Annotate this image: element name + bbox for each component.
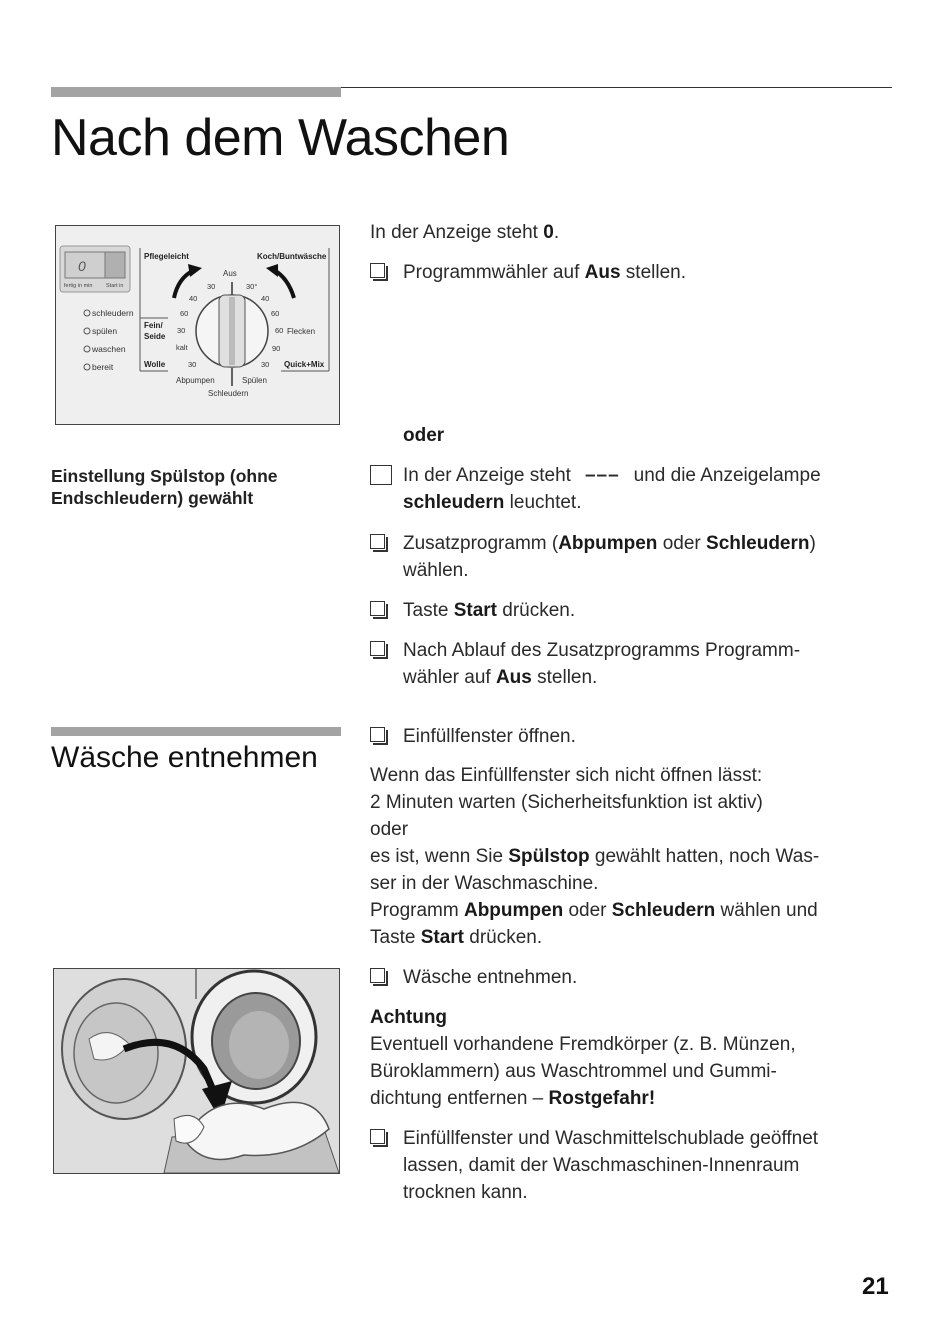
svg-text:fertig in min: fertig in min (64, 283, 93, 289)
svg-text:Schleudern: Schleudern (208, 389, 249, 398)
svg-text:Start in: Start in (106, 283, 124, 289)
svg-text:Pflegeleicht: Pflegeleicht (144, 252, 189, 261)
svg-text:Wolle: Wolle (144, 360, 166, 369)
step-additional-program: Zusatzprogramm (Abpumpen oder Schleudern) wählen. (370, 530, 890, 584)
step-open-door: Einfüllfenster öffnen. (370, 723, 890, 750)
svg-text:60: 60 (180, 309, 189, 318)
svg-text:Quick+Mix: Quick+Mix (284, 360, 325, 369)
laundry-figure (53, 968, 340, 1174)
oder-label: oder (403, 425, 445, 446)
step-leave-open: Einfüllfenster und Waschmittelschublade geöffnet lassen, damit der Waschmaschinen-Innenraum trocknen kann. (370, 1125, 890, 1206)
svg-text:60: 60 (275, 326, 284, 335)
svg-text:Flecken: Flecken (287, 327, 316, 336)
step-after-program: Nach Ablauf des Zusatzprogramms Programm- wähler auf Aus stellen. (370, 637, 890, 691)
checkbox-icon (370, 263, 385, 278)
svg-text:30: 30 (207, 282, 216, 291)
warning-heading: Achtung (370, 1007, 448, 1028)
svg-text:30: 30 (177, 326, 186, 335)
svg-text:Spülen: Spülen (242, 376, 267, 385)
step-select-off: Programmwähler auf Aus stellen. (370, 259, 890, 286)
svg-text:Abpumpen: Abpumpen (176, 376, 215, 385)
svg-text:bereit: bereit (92, 362, 114, 372)
page-title: Nach dem Waschen (51, 109, 510, 167)
svg-text:schleudern: schleudern (92, 308, 134, 318)
svg-text:kalt: kalt (176, 343, 188, 352)
checkbox-icon (370, 1129, 385, 1144)
side-note: Einstellung Spülstop (ohne Endschleudern) gewählt (51, 466, 278, 508)
svg-text:spülen: spülen (92, 326, 118, 336)
control-panel-illustration (56, 226, 339, 424)
header-rule (340, 87, 892, 88)
svg-text:waschen: waschen (92, 344, 126, 354)
display-shows-zero: In der Anzeige steht 0. (370, 222, 560, 243)
svg-text:Seide: Seide (144, 332, 166, 341)
checkbox-icon (370, 968, 385, 983)
warning-note: Achtung Eventuell vorhandene Fremdkörper (z. B. Münzen, Büroklammern) aus Waschtrommel und Gummi- dichtung entfernen – Rostgefahr! (370, 1007, 796, 1109)
svg-text:Fein/: Fein/ (144, 321, 163, 330)
step-display-dashes: In der Anzeige steht ––– und die Anzeigelampe schleudern leuchtet. (370, 462, 890, 516)
svg-text:Aus: Aus (223, 269, 237, 278)
step-press-start: Taste Start drücken. (370, 597, 890, 624)
display-digit: 0 (78, 258, 86, 274)
svg-text:30: 30 (188, 360, 197, 369)
svg-text:40: 40 (189, 294, 198, 303)
step-remove-laundry: Wäsche entnehmen. (370, 964, 890, 991)
laundry-illustration (54, 969, 339, 1173)
checkbox-icon (370, 641, 385, 656)
checkbox-icon (370, 534, 385, 549)
empty-box-icon (370, 465, 392, 485)
checkbox-icon (370, 727, 385, 742)
svg-text:90: 90 (272, 344, 281, 353)
svg-text:60: 60 (271, 309, 280, 318)
svg-text:30°: 30° (246, 282, 258, 291)
page-number: 21 (862, 1273, 889, 1300)
section-rule (51, 727, 341, 736)
control-panel-figure (55, 225, 340, 425)
svg-text:Koch/Buntwäsche: Koch/Buntwäsche (257, 252, 327, 261)
section-title: Wäsche entnehmen (51, 741, 318, 774)
checkbox-icon (370, 601, 385, 616)
door-info: Wenn das Einfüllfenster sich nicht öffnen lässt: 2 Minuten warten (Sicherheitsfunktion ist aktiv) oder es ist, wenn Sie Spülstop gewählt hatten, noch Was- ser in der Waschmaschine. Programm Abpumpen oder Schleudern wählen und Taste Start drücken. (370, 765, 820, 948)
svg-text:40: 40 (261, 294, 270, 303)
svg-text:30: 30 (261, 360, 270, 369)
header-rule-accent (51, 87, 341, 97)
